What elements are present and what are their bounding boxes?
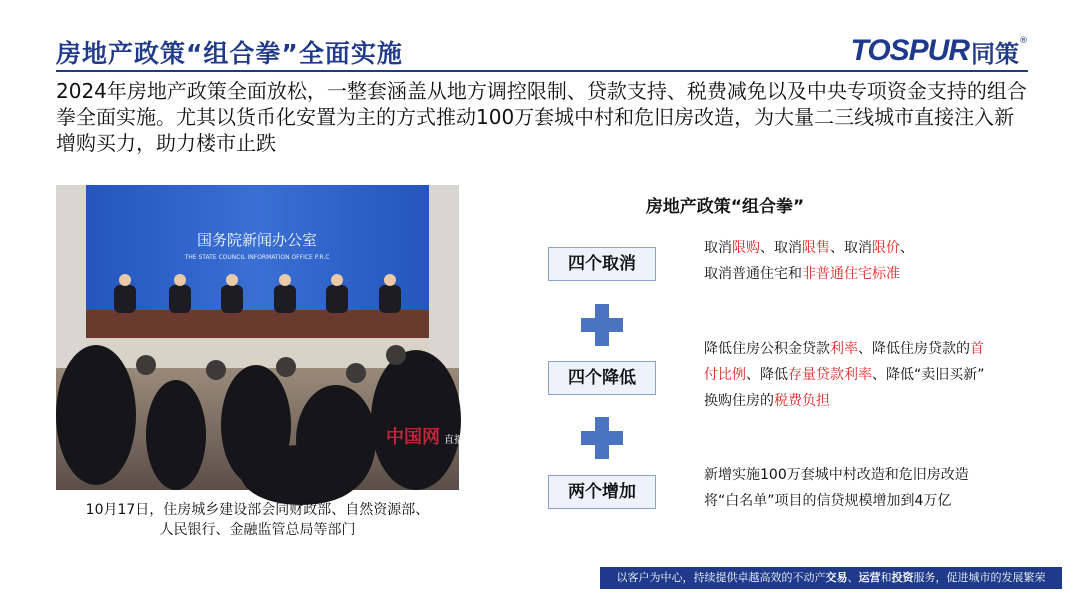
footer-bold-trade: 交易 <box>825 571 848 584</box>
desc-text: 、降低“卖旧买新” <box>872 367 985 383</box>
desc-four-cancel <box>704 235 1034 287</box>
watermark: 中国网 <box>386 427 440 448</box>
policy-title: 房地产政策“组合拳” <box>645 197 805 217</box>
highlight-text: 限售 <box>802 240 830 256</box>
highlight-text: 首 <box>970 341 984 357</box>
policy-desc-line <box>704 362 1034 388</box>
policy-desc-line <box>704 235 1034 261</box>
desc-text: 取消 <box>704 240 732 256</box>
desc-text: 取消普通住宅和 <box>704 266 802 282</box>
desc-text: 新增实施100万套城中村改造和危旧房改造 <box>704 467 969 483</box>
highlight-text: 存量贷款利率 <box>788 367 872 383</box>
highlight-text: 付比例 <box>704 367 746 383</box>
intro-paragraph: 2024年房地产政策全面放松，一整套涵盖从地方调控限制、贷款支持、税费减免以及中央专项资金支持的组合拳全面实施。尤其以货币化安置为主的方式推动100万套城中村和危旧房改造，为大量二三线城市直接注入新增购买力，助力楼市止跌 <box>56 79 1027 155</box>
policy-desc-line <box>704 336 1034 362</box>
plus-icon <box>581 417 623 459</box>
plus-icon <box>581 304 623 346</box>
photo-caption <box>56 500 459 540</box>
footer-bold-invest: 投资 <box>891 571 914 584</box>
press-conference-photo <box>56 185 464 490</box>
page-title: 房地产政策“组合拳”全面实施 <box>56 39 403 68</box>
policy-desc-line <box>704 388 1034 414</box>
banner-cn: 国务院新闻办公室 <box>196 231 318 249</box>
policy-desc-line <box>704 462 1034 488</box>
logo-registered-mark: ® <box>1019 36 1028 46</box>
highlight-text: 限价 <box>872 240 900 256</box>
policy-desc-line <box>704 488 1034 514</box>
caption-line-1: 10月17日，住房城乡建设部会同财政部、自然资源部、 <box>85 502 430 518</box>
logo-text: TOSPUR <box>850 34 969 67</box>
footer-bold-operate: 运营 <box>858 571 881 584</box>
desc-text: 、降低 <box>746 367 788 383</box>
desc-text: 、降低住房贷款的 <box>858 341 970 357</box>
highlight-text: 限购 <box>732 240 760 256</box>
desc-text: 、取消 <box>830 240 872 256</box>
desc-text: 将“白名单”项目的信贷规模增加到4万亿 <box>704 493 952 509</box>
desc-text: 换购住房的 <box>704 393 774 409</box>
logo-cn: 同策 <box>971 39 1019 68</box>
banner-en: THE STATE COUNCIL INFORMATION OFFICE P.R.C <box>184 254 330 261</box>
caption-line-2: 人民银行、金融监管总局等部门 <box>159 522 356 538</box>
desc-four-reduce <box>704 336 1034 414</box>
highlight-text: 税费负担 <box>774 393 830 409</box>
footer-sep-1: 、 <box>847 571 859 584</box>
highlight-text: 利率 <box>830 341 858 357</box>
label-four-cancel: 四个取消 <box>548 247 656 281</box>
title-divider <box>56 70 1028 72</box>
desc-text: 降低住房公积金贷款 <box>704 341 830 357</box>
footer-sep-2: 和 <box>880 571 892 584</box>
desc-text: 、 <box>900 240 914 256</box>
policy-desc-line <box>704 261 1034 287</box>
label-two-increase: 两个增加 <box>548 475 656 509</box>
desc-two-increase <box>704 462 1034 514</box>
desc-text: 、取消 <box>760 240 802 256</box>
tospur-logo <box>851 34 1028 68</box>
label-four-reduce: 四个降低 <box>548 361 656 395</box>
highlight-text: 非普通住宅标准 <box>802 266 900 282</box>
footer-slogan <box>600 567 1062 589</box>
footer-part-1: 以客户为中心，持续提供卓越高效的不动产 <box>616 571 826 584</box>
footer-part-2: 服务，促进城市的发展繁荣 <box>913 571 1046 584</box>
watermark-side: 直播 <box>444 435 464 446</box>
